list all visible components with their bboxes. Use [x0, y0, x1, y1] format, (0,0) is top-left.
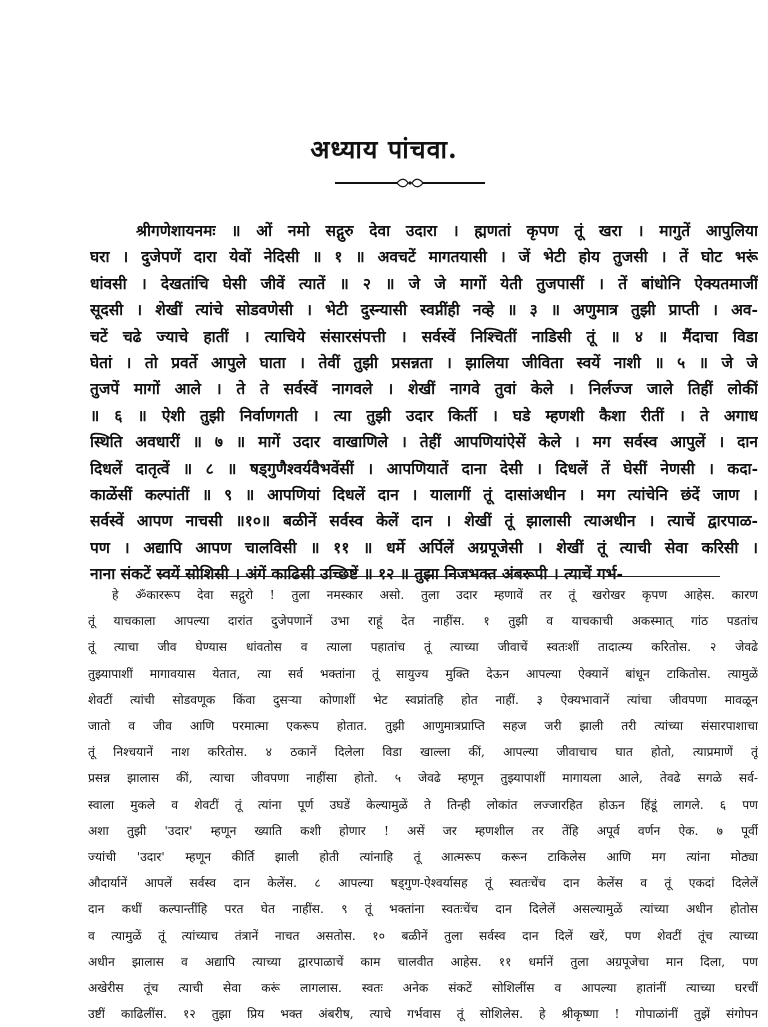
commentary-line: उष्टीं काढिलींस. १२ तुझा प्रिय भक्त अंबरीष, त्याचे गर्भवास तूं सोशिलेस. हे श्रीकृष्णा ! गोपाळांनीं तुझें संगोपन	[88, 1007, 758, 1022]
commentary-line: औदार्यानें आपलें सर्वस्व दान केलेंस. ८ आपल्या षड्गुण-ऐश्वर्यासह तूं स्वतःचेंच दान केलेंस व तूं एकदां दिलेलें	[88, 876, 758, 891]
verse-line: श्रीगणेशायनमः ॥ ओं नमो सद्गुरु देवा उदारा । ह्मणतां कृपण तूं खरा । मागुतें आपुलिया	[136, 221, 758, 240]
commentary-line: अधीन झालास व अद्यापि त्याच्या द्वारपाळाचें काम चालवीत आहेस. ११ धर्मानें तुला अग्रपूजेचा मान दिला, पण	[88, 954, 758, 969]
commentary-line: तूं निश्चयानें नाश करितोस. ४ ठकानें दिलेला विडा खाल्ला कीं, आपल्या जीवाचाच घात होतो, त्याप्रमाणें तूं	[88, 745, 758, 760]
verse-line: स्थिति अवधारीं ॥ ७ ॥ मागें उदार वाखाणिले । तेहीं आपणियांऐसें केले । मग सर्वस्व आपुलें । दान	[90, 432, 758, 452]
commentary-line: अशा तुझी 'उदार' म्हणून ख्याति कशी होणार ! असें जर म्हणशील तर तेंहि अपूर्व वर्णन ऐक. ७ पूर्वी	[88, 823, 758, 838]
verse-line: सूदसी । शेखीं त्यांचे सोडवणेसी । भेटी दुस्न्यासी स्वप्नींही नव्हे ॥ ३ ॥ अणुमात्र तुझी प्राप्ती । अव-	[90, 300, 758, 320]
commentary-line: हे ॐकाररूप देवा सद्गुरो ! तुला नमस्कार असो. तुला उदार म्हणावें तर तूं खरोखर कृपण आहेस. कारण	[112, 588, 758, 602]
commentary-line: प्रसन्न झालास कीं, त्याचा जीवपणा नाहींसा होतो. ५ जेवढे म्हणून तुझ्यापाशीं मागायला आले, तेवढे सगळे सर्व-	[88, 771, 758, 786]
chapter-title: अध्याय पांचवा.	[310, 135, 458, 164]
section-divider	[160, 576, 720, 577]
commentary-line: शेवटीं त्यांची सोडवणूक किंवा दुसऱ्या कोणाशीं भेट स्वप्नांतहि होत नाहीं. ३ ऐक्यभावानें त्यांचा जीवपणा मावळून	[88, 692, 758, 707]
verse-line: चटें चढे ज्याचे हातीं । त्याचिये संसारसंपत्ती । सर्वस्वें निश्चितीं नाडिसी तूं ॥ ४ ॥ मैंदाचा विडा	[90, 326, 758, 346]
commentary-line: व त्यामुळें तूं त्यांच्याच तंत्रानें नाचत असतोस. १० बळीनें तुला सर्वस्व दान दिलें खरें, पण शेवटीं तूंच त्याच्या	[88, 928, 758, 943]
verse-line: पण । अद्यापि आपण चालविसी ॥ ११ ॥ धर्मे अर्पिलें अग्रपूजेसी । शेखीं तूं त्याची सेवा करिसी ।	[90, 537, 758, 557]
commentary-block	[88, 582, 758, 1027]
verse-line: दिधलें दातृत्वें ॥ ८ ॥ षड्गुणैश्वर्यवैभवेंसीं । आपणियातें दाना देसी । दिधलें तें घेसीं नेणसी । कदा-	[90, 458, 758, 478]
commentary-line: अखेरीस तूंच त्याची सेवा करूं लागलास. स्वतः अनेक संकटें सोशिलींस व आपल्या हातांनीं त्याच्या घरचीं	[88, 981, 758, 996]
verse-block	[90, 218, 758, 588]
commentary-line: तूं त्याचा जीव घेण्यास धांवतोस व त्याला पहातांच तूं त्याच्या जीवाचें स्वतःशीं तादात्म्य करितोस. २ जेवढे	[88, 640, 758, 655]
verse-line: ॥ ६ ॥ ऐशी तुझी निर्वाणगती । त्या तुझी उदार किर्ती । घडे म्हणशी कैशा रीतीं । ते अगाध	[90, 405, 758, 425]
commentary-line: ज्यांची 'उदार' म्हणून कीर्ति झाली होती त्यांनाहि तूं आत्मरूप करून टाकिलेस आणि मग त्यांना मोठ्या	[88, 850, 758, 865]
verse-line: धांवसी । देखतांचि घेसी जीवें त्यातें ॥ २ ॥ जे जे मागों येती तुजपासीं । तें बांधोनि ऐक्यतमाजीं	[90, 273, 758, 293]
verse-line: नाना संकटें स्वयें सोशिसी । अंगें काढिसी उच्छिष्टें ॥ १२ ॥ तुझा निजभक्त अंबरूपी । त्याचें गर्भ-	[90, 564, 623, 584]
commentary-line: स्वाला मुकले व शेवटीं तूं त्यांना पूर्ण उघडें केल्यामुळें ते तिन्ही लोकांत लज्जारहित होऊन हिंडूं लागले. ६ पण	[88, 797, 758, 812]
ornament-divider-icon	[335, 176, 485, 190]
verse-line: तुजपें मागों आले । ते ते सर्वस्वें नागवले । शेखीं नागवे तुवां केले । निर्लज्ज जाले तिहीं लोकीं	[90, 379, 758, 399]
commentary-line: तुझ्यापाशीं मागावयास येतात, त्या सर्व भक्तांना तूं सायुज्य मुक्ति देऊन आपल्या ऐक्यानें बांधून टाकितोस. त्यामुळें	[88, 666, 758, 681]
verse-line: घेतां । तो प्रवर्ते आपुले घाता । तेवीं तुझी प्रसन्नता । झालिया जीविता स्वयें नाशी ॥ ५ ॥ जे जे	[90, 353, 758, 373]
commentary-line: दान कधीं कल्पान्तींहि परत घेत नाहींस. ९ तूं भक्तांना स्वतःचेंच दान दिलेलें असल्यामुळें त्यांच्या अधीन होतोस	[88, 902, 758, 917]
verse-line: काळेंसीं कल्पांतीं ॥ ९ ॥ आपणियां दिधलें दान । यालागीं तूं दासांअधीन । मग त्यांचेनि छंदें जाण ।	[90, 485, 758, 505]
commentary-line: तूं याचकाला आपल्या दारांत दुजेपणानें उभा राहूं देत नाहींस. १ तुझी व याचकाची अकस्मात् गांठ पडतांच	[88, 614, 758, 629]
verse-line: घरा । दुजेपणें दारा येवों नेदिसी ॥ १ ॥ अवचटें मागतयासी । जें भेटी होय तुजसी । तें घोट भरूं	[90, 247, 758, 267]
commentary-line: जातो व जीव आणि परमात्मा एकरूप होतात. तुझी आणुमात्रप्राप्ति सहज जरी झाली तरी त्यांच्या संसारपाशाचा	[88, 719, 758, 734]
verse-line: सर्वस्वें आपण नाचसी ॥१०॥ बळीनें सर्वस्व केलें दान । शेखीं तूं झालासी त्याअधीन । त्याचें द्वारपाळ-	[90, 511, 758, 531]
